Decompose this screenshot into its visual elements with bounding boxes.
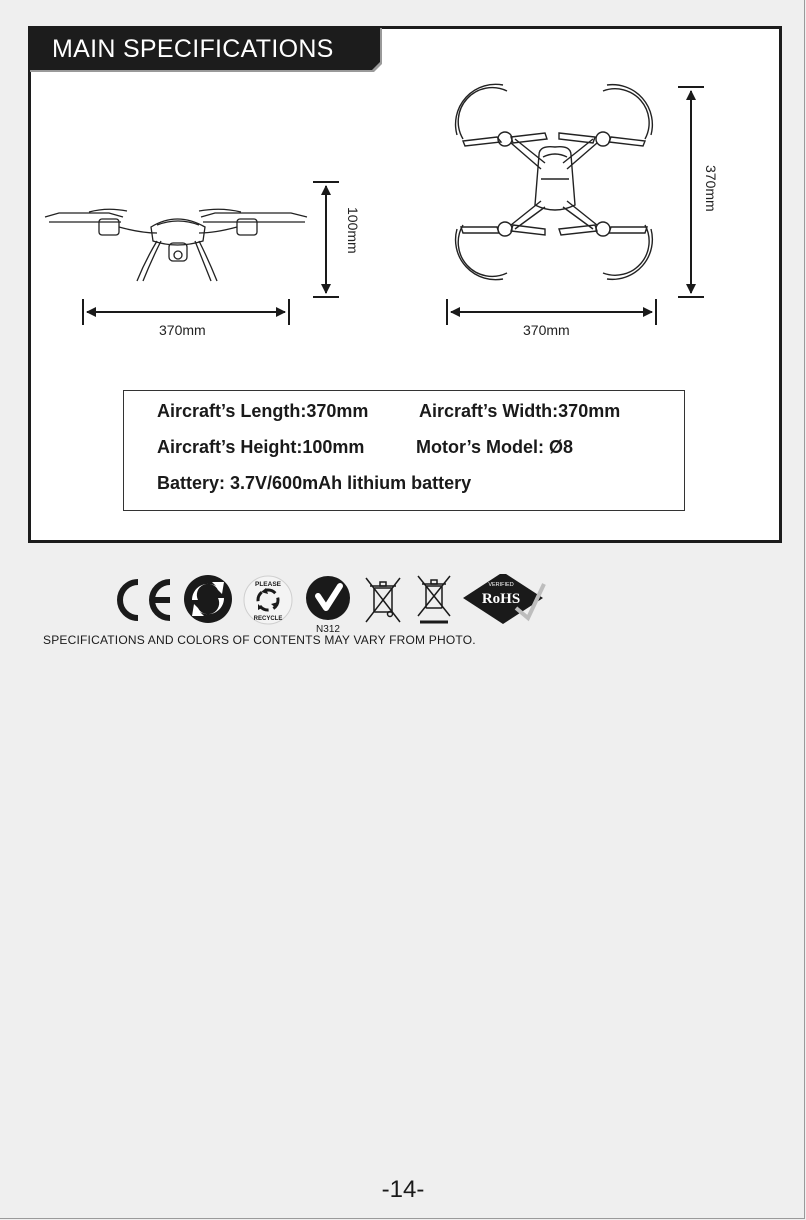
green-dot-icon <box>184 575 232 623</box>
recycle-text: RECYCLE <box>253 616 283 622</box>
rohs-icon <box>463 574 544 624</box>
disclaimer-text: SPECIFICATIONS AND COLORS OF CONTENTS MAY VARY FROM PHOTO. <box>43 633 476 647</box>
main-specifications-panel <box>28 26 782 543</box>
spec-length: Aircraft’s Length:370mm <box>157 401 369 421</box>
side-view-drone <box>45 209 307 281</box>
section-title: MAIN SPECIFICATIONS <box>52 35 334 63</box>
please-recycle-icon <box>244 576 292 624</box>
rohs-text: RoHS <box>481 591 521 607</box>
dimension-drawings <box>31 29 779 384</box>
page-number: -14- <box>381 1176 425 1203</box>
top-length-label: 370mm <box>703 165 719 212</box>
rohs-verified-text: VERIFIED <box>488 582 514 588</box>
spec-battery: Battery: 3.7V/600mAh lithium battery <box>157 473 472 493</box>
side-height-dimension <box>313 182 339 297</box>
specifications-box <box>123 390 685 511</box>
spec-width: Aircraft’s Width:370mm <box>419 401 621 421</box>
weee-bin-bar-icon <box>418 576 450 622</box>
spec-height: Aircraft’s Height:100mm <box>157 437 365 457</box>
side-width-label: 370mm <box>159 322 206 338</box>
spec-motor: Motor’s Model: Ø8 <box>416 437 573 457</box>
top-length-dimension <box>678 87 704 297</box>
top-width-label: 370mm <box>523 322 570 338</box>
certification-logos <box>108 574 548 636</box>
please-text: PLEASE <box>254 581 282 588</box>
ctick-code: N312 <box>316 624 340 635</box>
side-height-label: 100mm <box>345 207 361 254</box>
ce-mark-icon <box>120 582 170 618</box>
c-tick-icon <box>306 576 350 635</box>
top-view-drone <box>456 84 653 279</box>
weee-bin-icon <box>366 578 400 622</box>
